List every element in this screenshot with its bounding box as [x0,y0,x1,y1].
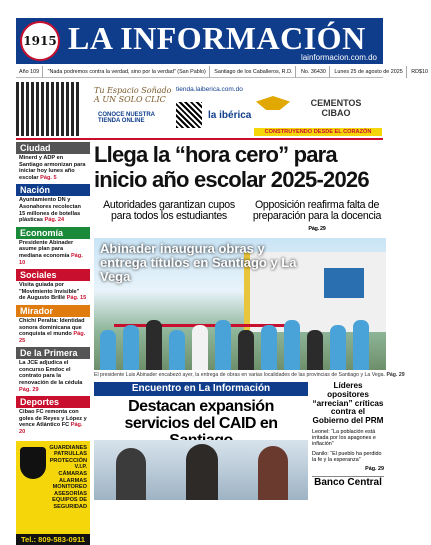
section-teaser[interactable] [16,196,90,226]
person-figure [169,330,185,370]
section-teaser-text: Ayuntamiento DN y Asonahores recolectan 15 millones de botellas plásticas [19,197,81,224]
person-figure [261,325,277,370]
person-figure [215,320,231,370]
security-ad[interactable] [16,441,90,545]
security-service-item: PROTECCIÓN V.I.P. [49,457,87,471]
price: RD$10 [411,69,428,75]
opinion-item-leonel: Leonel: “La población está irritada por los apagones e inflación” [312,428,376,448]
section-header[interactable]: De la Primera [16,347,90,359]
person-figure [307,330,323,370]
section-header[interactable]: Deportes [16,396,90,408]
person-figure [146,320,162,370]
qr-code-icon[interactable] [16,82,80,136]
banco-central-title[interactable]: Banco Central [314,477,382,489]
section-teaser[interactable] [16,408,90,438]
security-phone[interactable]: Tel.: 809-583-0911 [16,534,90,545]
year-label: Año 109 [16,66,43,78]
person-figure [330,325,346,370]
section-teaser-text: Cibao FC remonta con goles de Reyes y López y vence Atlántico FC [19,409,87,429]
section-teaser-text: Minerd y ADP en Santiago armonizan para iniciar hoy lunes año escolar [19,155,86,181]
section-teaser-text: Chichí Peralta: Identidad sonora dominicana que conquista el mundo [19,317,85,338]
building-window [324,268,364,298]
portrait-person [258,446,288,500]
section-header[interactable]: Nación [16,184,90,196]
photo-caption-text: El presidente Luis Abinader encabezó ayer, la entrega de obras en varias localidades de las provincias de Santiago y La Vega. [94,372,385,378]
sidebar [16,142,90,544]
section-teaser[interactable] [16,359,90,396]
motto: "Nada podremos contra la verdad, sino por la verdad" (San Pablo) [45,66,210,78]
section-teaser[interactable] [16,239,90,269]
main-headline[interactable]: Llega la “hora cero” para inicio año escolar 2025-2026 [94,142,369,192]
cement-brand: CEMENTOS CIBAO [310,98,362,118]
security-service-item: PATRULLAS [53,451,87,458]
subheadline-left[interactable]: Autoridades garantizan cupos para todos los estudiantes [103,199,235,222]
shop-brand: la ibérica [208,110,252,121]
encuentro-bar: Encuentro en La Información [94,382,308,396]
shop-cta: CONOCE NUESTRA TIENDA ONLINE [98,112,155,124]
section-header[interactable]: Sociales [16,269,90,281]
security-service-item: GUARDIANES [49,444,87,451]
security-services [41,445,87,511]
person-figure [123,325,139,370]
opinion-box[interactable] [312,382,384,500]
website-url[interactable]: lainformacion.com.do [300,53,377,62]
anniversary-logo: 1915 [20,21,60,61]
section-teaser[interactable] [16,281,90,305]
shop-tagline: Tu Espacio Soñado A UN SOLO CLIC [94,86,172,104]
section-page-ref: Pág. 10 [19,252,83,266]
portrait-person [186,444,218,500]
section-teaser-text: Presidente Abinader asume plan para mediana economía [19,239,74,259]
encuentro-headline[interactable]: Destacan expansión servicios del CAID en [124,398,278,432]
section-teaser[interactable] [16,154,90,184]
masthead [16,18,383,64]
security-service-item: MONITOREO [52,484,87,491]
security-service-item: ALARMAS [59,477,87,484]
section-page-ref: Pág. 24 [44,217,65,224]
wings-logo-icon [256,96,290,110]
shop-url[interactable]: tienda.laiberica.com.do [176,86,243,93]
photo-headline[interactable]: Abinader inaugura obras y entrega títulos en Santiago y La Vega [100,241,297,284]
section-page-ref: Pág. 25 [19,331,86,344]
section-header[interactable]: Ciudad [16,142,90,154]
section-page-ref: Pág. 15 [66,295,87,302]
city: Santiago de los Caballeros, R.D. [211,66,296,78]
security-service-item: EQUIPOS DE SEGURIDAD [52,497,87,510]
info-bar [16,66,428,78]
cement-slogan: CONSTRUYENDO DESDE EL CORAZÓN [254,128,382,136]
person-figure [192,325,208,370]
portrait-person [116,448,146,500]
section-teaser-text: La JCE adjudica el concurso Emdoc el contrato para la renovación de la cédula [19,360,83,387]
issue-date: Lunes 25 de agosto de 2025 [331,66,406,78]
section-page-ref: Pág. 5 [40,174,57,181]
security-service-item: CÁMARAS [58,471,87,477]
person-figure [284,320,300,370]
section-header[interactable]: Mirador [16,305,90,317]
opinion-title: Líderes opositores “arrecian” críticas contra el Gobierno del PRM [312,381,384,426]
section-page-ref: Pág. 20 [19,422,83,436]
page-ref: Pág. 29 [308,226,326,232]
issue-number: No. 36430 [298,66,330,78]
opinion-page: Pág. 29 [365,466,384,472]
shop-qr-icon[interactable] [176,102,202,128]
subheadline-right[interactable] [250,200,384,235]
top-ads [16,80,383,140]
portraits-photo[interactable] [94,440,308,500]
security-service-item: ASESORÍAS [54,490,87,497]
person-figure [353,320,369,370]
photo-caption [94,372,405,378]
newspaper-title: LA INFORMACIÓN [68,20,366,56]
section-teaser-text: Visita guiada por "Movimiento Invisible" de Augusto Brillé [19,282,80,302]
section-teaser[interactable] [16,317,90,347]
section-header[interactable]: Economía [16,227,90,239]
section-page-ref: Pág. 29 [19,386,39,393]
person-figure [238,330,254,370]
person-figure [100,330,116,370]
opinion-item-danilo: Danilo: “El pueblo ha perdido la fe y la esperanza” [312,450,382,463]
photo-caption-page: Pág. 29 [386,372,405,378]
subheadline-right-text: Opposición reafirma falta de preparación para la docencia [252,199,382,222]
